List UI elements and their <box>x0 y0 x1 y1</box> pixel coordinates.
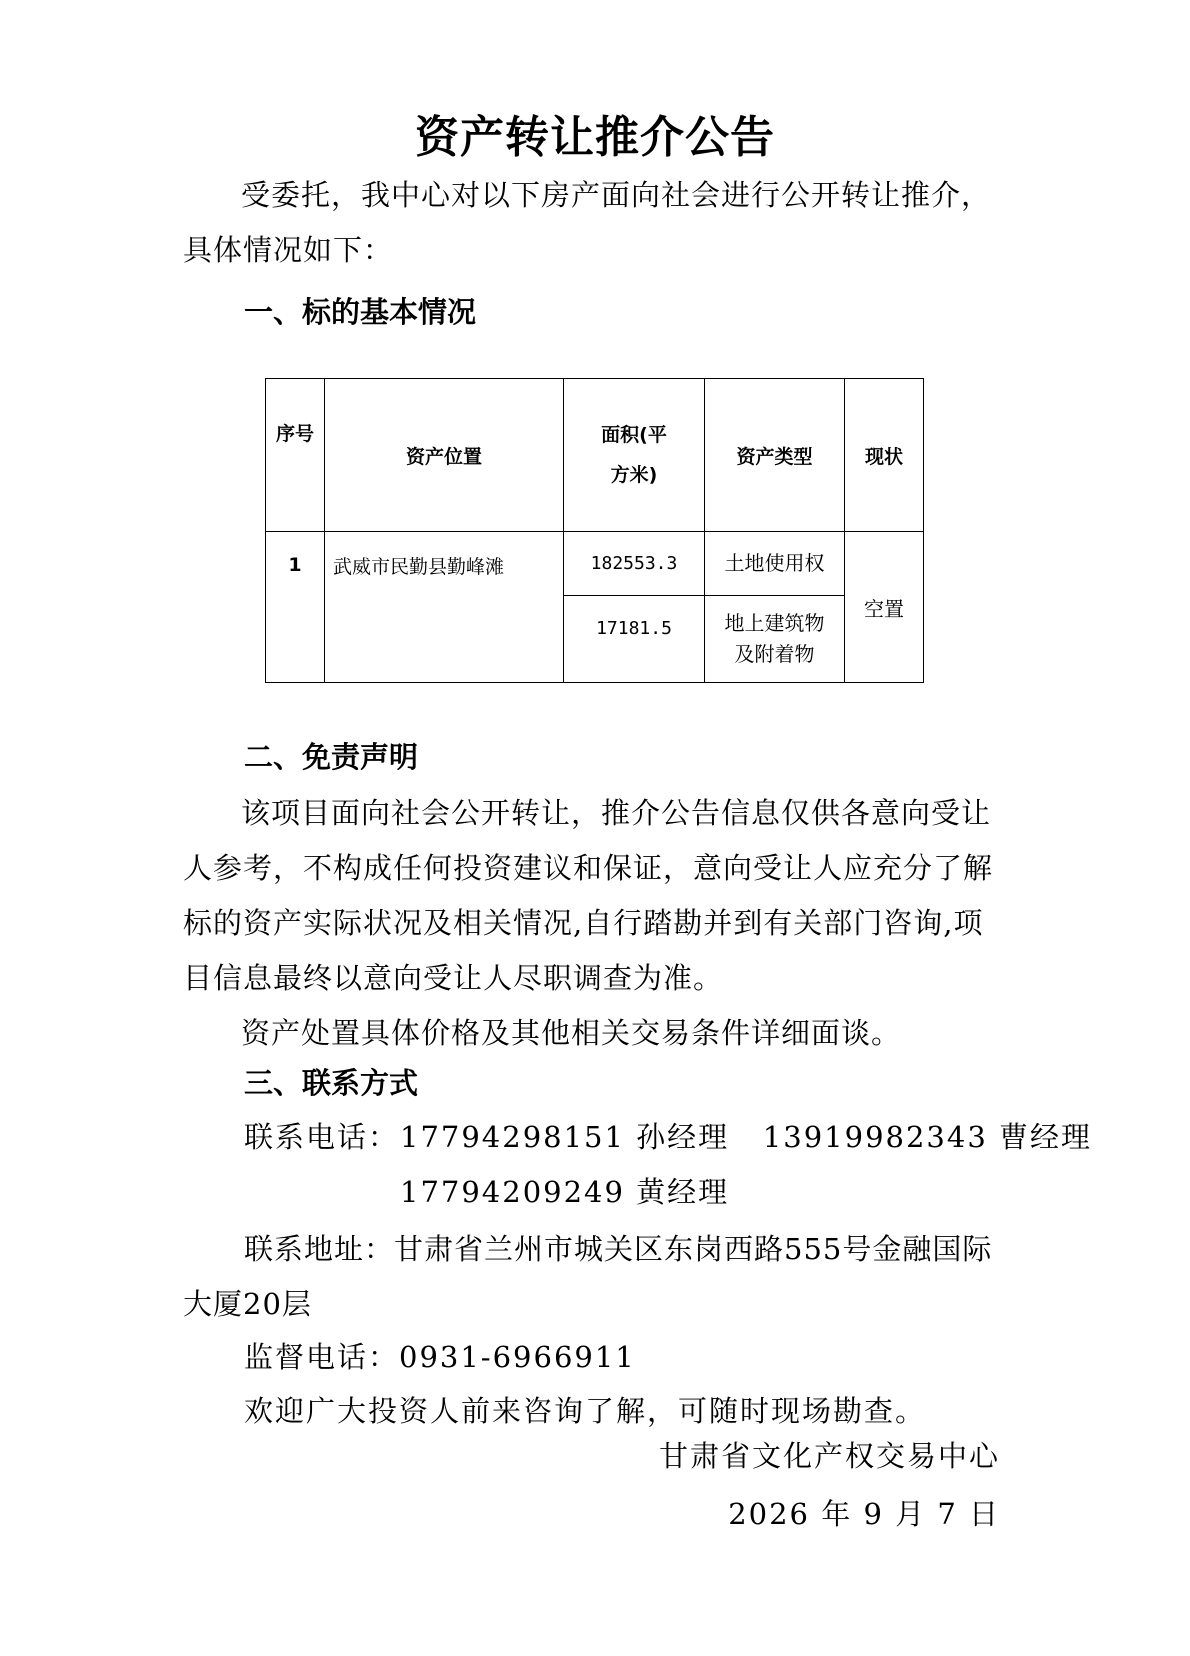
row-index: 1 <box>266 532 325 683</box>
section3-heading: 三、联系方式 <box>244 1066 419 1100</box>
intro-paragraph: 受委托，我中心对以下房产面向社会进行公开转让推介，具体情况如下： <box>183 178 992 267</box>
pricing-paragraph: 资产处置具体价格及其他相关交易条件详细面谈。 <box>241 1016 902 1050</box>
table-row <box>266 532 924 596</box>
row-area-1: 182553.3 <box>564 532 705 596</box>
row-status: 空置 <box>845 532 924 683</box>
asset-table <box>265 378 924 683</box>
header-status: 现状 <box>845 379 924 532</box>
phone-line-2: 17794209249 黄经理 <box>400 1175 730 1209</box>
row-type-2-line2: 及附着物 <box>734 642 815 666</box>
row-type-2-line1: 地上建筑物 <box>724 611 825 635</box>
section1-heading: 一、标的基本情况 <box>244 295 477 329</box>
header-area <box>564 379 705 532</box>
phone-line-1: 17794298151 孙经理 13919982343 曹经理 <box>400 1120 1093 1154</box>
disclaimer-paragraph: 该项目面向社会公开转让，推介公告信息仅供各意向受让人参考，不构成任何投资建议和保证，意向受让人应充分了解标的资产实际状况及相关情况,自行踏勘并到有关部门咨询,项目信息最终以意向受让人尽职调查为准。 <box>183 796 994 995</box>
supervision-phone: 监督电话：0931-6966911 <box>244 1340 636 1374</box>
header-area-line1: 面积(平 <box>601 424 667 446</box>
row-type-1: 土地使用权 <box>705 532 845 596</box>
signature-date: 2026 年 9 月 7 日 <box>728 1497 1000 1531</box>
header-area-line2: 方米) <box>610 464 658 486</box>
header-index: 序号 <box>266 379 325 532</box>
page-title: 资产转让推介公告 <box>415 112 775 163</box>
signature-org: 甘肃省文化产权交易中心 <box>658 1439 1000 1473</box>
table-header-row <box>266 379 924 532</box>
section2-heading: 二、免责声明 <box>244 740 419 774</box>
header-type: 资产类型 <box>705 379 845 532</box>
row-area-2: 17181.5 <box>564 596 705 683</box>
row-type-2 <box>705 596 845 683</box>
phone-label: 联系电话： <box>244 1120 400 1154</box>
welcome-line: 欢迎广大投资人前来咨询了解，可随时现场勘查。 <box>244 1394 927 1428</box>
row-location: 武威市民勤县勤峰滩 <box>325 532 564 683</box>
address-paragraph: 联系地址：甘肃省兰州市城关区东岗西路555号金融国际大厦20层 <box>183 1232 993 1321</box>
header-location: 资产位置 <box>325 379 564 532</box>
